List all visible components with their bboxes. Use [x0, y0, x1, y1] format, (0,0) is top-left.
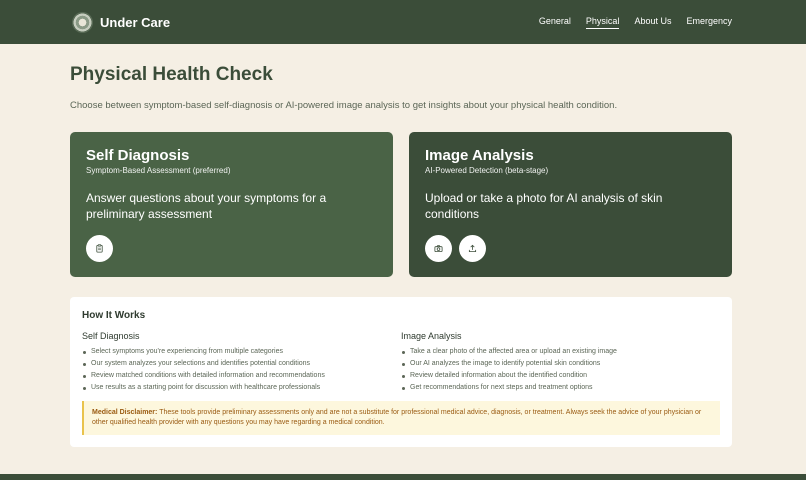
- nav-links: [539, 16, 732, 29]
- list-item: Select symptoms you're experiencing from multiple categories: [82, 346, 401, 358]
- list-item: Take a clear photo of the affected area or upload an existing image: [401, 346, 720, 358]
- image-analysis-steps: [401, 331, 720, 394]
- disclaimer-label: Medical Disclaimer:: [92, 409, 158, 416]
- brand-name: Under Care: [100, 14, 171, 30]
- steps-list: [82, 346, 401, 394]
- top-navbar: [0, 0, 806, 44]
- how-it-works-title: How It Works: [82, 310, 146, 321]
- logo-icon: [72, 12, 93, 33]
- camera-icon: [434, 244, 443, 253]
- main-content: [0, 44, 806, 447]
- upload-image-button[interactable]: [459, 235, 486, 262]
- option-cards: [70, 132, 732, 277]
- take-photo-button[interactable]: [425, 235, 452, 262]
- list-item: Use results as a starting point for discussion with healthcare professionals: [82, 382, 401, 394]
- list-item: Review detailed information about the identified condition: [401, 370, 720, 382]
- disclaimer-text: These tools provide preliminary assessments only and are not a substitute for professional medical advice, diagnosis, or treatment. Always seek the advice of your physician or other qualified health provider with any questions you may have regarding a medical condition.: [92, 409, 702, 426]
- image-analysis-card[interactable]: [409, 132, 732, 277]
- card-actions: [425, 235, 486, 262]
- self-diagnosis-card[interactable]: [70, 132, 393, 277]
- card-title: Image Analysis: [425, 147, 534, 164]
- brand[interactable]: [72, 12, 170, 33]
- column-title: Image Analysis: [401, 331, 462, 341]
- card-actions: [86, 235, 113, 262]
- nav-link-physical[interactable]: Physical: [586, 16, 620, 29]
- nav-link-emergency[interactable]: Emergency: [686, 15, 732, 26]
- how-it-works-columns: [82, 331, 720, 394]
- column-title: Self Diagnosis: [82, 331, 140, 341]
- clipboard-icon: [95, 244, 104, 253]
- list-item: Our AI analyzes the image to identify potential skin conditions: [401, 358, 720, 370]
- card-description: Answer questions about your symptoms for a preliminary assessment: [86, 191, 327, 221]
- card-title: Self Diagnosis: [86, 147, 190, 164]
- list-item: Our system analyzes your selections and identifies potential conditions: [82, 358, 401, 370]
- how-it-works-panel: [70, 297, 732, 447]
- steps-list: [401, 346, 720, 394]
- list-item: Get recommendations for next steps and treatment options: [401, 382, 720, 394]
- medical-disclaimer: [82, 401, 720, 435]
- nav-link-general[interactable]: General: [538, 15, 571, 26]
- card-subtitle: AI-Powered Detection (beta-stage): [425, 166, 549, 175]
- self-diagnosis-steps: [82, 331, 401, 394]
- nav-link-about-us[interactable]: About Us: [634, 15, 672, 26]
- start-diagnosis-button[interactable]: [86, 235, 113, 262]
- page-title: Physical Health Check: [70, 64, 273, 85]
- list-item: Review matched conditions with detailed information and recommendations: [82, 370, 401, 382]
- upload-icon: [468, 244, 477, 253]
- page-subtitle: Choose between symptom-based self-diagnosis or AI-powered image analysis to get insights about your physical health condition.: [70, 100, 618, 111]
- card-subtitle: Symptom-Based Assessment (preferred): [86, 166, 231, 175]
- card-description: Upload or take a photo for AI analysis of skin conditions: [425, 191, 663, 221]
- footer-bar: [0, 474, 806, 480]
